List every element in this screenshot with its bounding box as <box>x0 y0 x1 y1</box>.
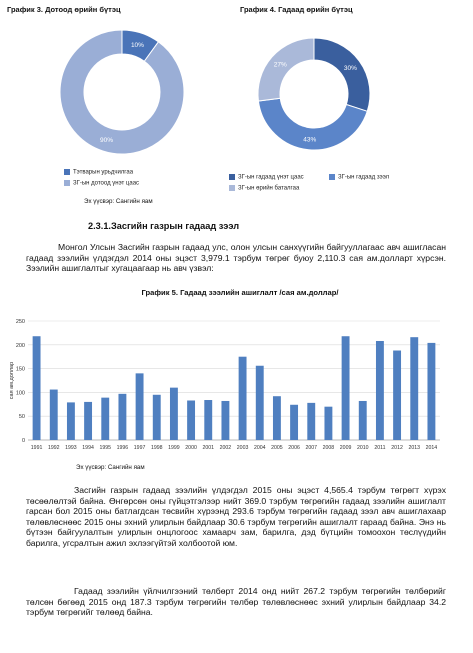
donut-slice <box>258 38 314 101</box>
x-tick-label: 1993 <box>65 445 77 451</box>
x-tick-label: 1997 <box>133 445 146 451</box>
y-tick-label: 100 <box>15 390 25 397</box>
bar <box>187 400 195 440</box>
x-tick-label: 2000 <box>185 445 197 451</box>
paragraph-1: Монгол Улсын Засгийн газрын гадаад улс, олон улсын санхүүгийн байгууллагаас авч ашигласан гадаад зээлийн үлдэгдэл 2014 оны эцэст 3,979.1 тэрбум төгрөг буюу 2,110.3 сая ам.долларт хүрсэн. Зээлийн ашиглалтыг хугацаагаар нь авч үзвэл: <box>26 242 446 274</box>
bar <box>324 407 332 440</box>
bar <box>307 403 315 440</box>
x-tick-label: 1999 <box>168 445 180 451</box>
x-tick-label: 2003 <box>236 445 249 451</box>
bar <box>376 341 384 440</box>
donut-slice <box>314 38 370 111</box>
bar <box>67 402 75 440</box>
x-tick-label: 2001 <box>202 445 215 451</box>
bar <box>136 373 144 440</box>
x-tick-label: 2012 <box>391 445 403 451</box>
slice-label: 10% <box>130 41 144 49</box>
y-tick-label: 150 <box>15 366 25 373</box>
y-tick-label: 250 <box>15 319 25 325</box>
section-heading: 2.3.1.Засгийн газрын гадаад зээл <box>88 221 240 231</box>
bar <box>33 336 41 440</box>
legend-swatch <box>229 174 235 180</box>
x-tick-label: 2002 <box>219 445 232 451</box>
x-tick-label: 2010 <box>356 445 369 451</box>
source-note-2: Эх үүсвэр: Сангийн яам <box>76 464 145 471</box>
bar <box>359 401 367 440</box>
source-note-1: Эх үүсвэр: Сангийн яам <box>84 198 153 205</box>
y-tick-label: 200 <box>15 342 25 349</box>
x-tick-label: 1991 <box>30 445 43 451</box>
x-tick-label: 2005 <box>271 445 283 451</box>
slice-label: 90% <box>100 137 114 145</box>
x-tick-label: 2008 <box>322 445 335 451</box>
x-tick-label: 1994 <box>82 445 94 451</box>
chart4-donut <box>252 32 376 156</box>
bar <box>118 394 126 440</box>
bar <box>221 401 229 440</box>
bar <box>393 351 401 440</box>
slice-label: 30% <box>343 65 357 73</box>
bar <box>273 396 281 440</box>
legend-swatch <box>329 174 335 180</box>
x-tick-label: 1996 <box>116 445 129 451</box>
paragraph-3: Гадаад зээлийн үйлчилгээний төлбөрт 2014 онд нийт 267.2 тэрбум төгрөгийн төлбөрийг төлсөн бөгөөд 2015 онд 187.3 тэрбум төгрөгийн төлбөр төлөвлөснөөс эхний улирлын байдлаар 34.2 тэрбум төгрөгийг төлөөд байна. <box>26 586 446 618</box>
chart5-title: График 5. Гадаад зээлийн ашиглалт /сая ам.доллар/ <box>141 288 339 297</box>
y-axis-label: сая ам.доллар <box>9 361 15 400</box>
paragraph-2: Засгийн газрын гадаад зээлийн үлдэгдэл 2015 оны эцэст 4,565.4 тэрбум төгрөгт хүрэх төсөөлөлтэй байна. Өнгөрсөн оны гүйцэтгэлээр нийт 369.0 тэрбум төгрөгийн гадаад зээлийн ашиглалт гарсан бол 2015 оны батлагдсан төсвийн хүрээнд 293.6 тэрбум төгрөгийн гадаад зээл авч ашиглахаар төлөвлөснөөс 2015 оны эхний улирлын байдлаар 30.6 тэрбум төгрөгийн ашиглалт гараад байна. Энэ нь бүтээн байгуулалтын улирлын онцлогоос хамаарч зам, барилга, дэд бүтцийн томоохон төслүүдийн барилга, угсралтын ажил эхлээгүйтэй холбоотой юм. <box>26 485 446 548</box>
bar <box>410 337 418 440</box>
bar <box>50 390 58 440</box>
x-tick-label: 2011 <box>374 445 386 451</box>
slice-label: 27% <box>273 61 287 69</box>
bar <box>153 395 161 440</box>
chart3-legend-item-2: ЗГ-ын дотоод үнэт цаас <box>64 180 139 187</box>
chart4-title: График 4. Гадаад өрийн бүтэц <box>240 5 353 14</box>
y-tick-label: 0 <box>21 438 25 444</box>
donut-slice <box>60 30 184 154</box>
chart3-legend-item-1: Тэтварын урьдчилгаа <box>64 169 133 176</box>
legend-swatch <box>229 185 235 191</box>
x-tick-label: 2006 <box>288 445 300 451</box>
x-tick-label: 1998 <box>150 445 163 451</box>
legend-swatch <box>64 180 70 186</box>
chart4-legend-item-1: ЗГ-ын гадаад үнэт цаас <box>229 174 304 181</box>
bar <box>427 343 435 440</box>
bar <box>290 405 298 440</box>
x-tick-label: 2007 <box>305 445 318 451</box>
bar <box>342 336 350 440</box>
legend-swatch <box>64 169 70 175</box>
bar <box>239 357 247 440</box>
chart5-bar-chart <box>6 313 446 453</box>
bar <box>170 388 178 440</box>
x-tick-label: 2004 <box>253 445 266 451</box>
chart4-legend-item-2: ЗГ-ын гадаад зээл <box>329 174 389 181</box>
slice-label: 43% <box>303 136 317 144</box>
chart4-legend-item-3: ЗГ-ын өрийн баталгаа <box>229 185 299 192</box>
bar <box>256 366 264 440</box>
x-tick-label: 1992 <box>47 445 60 451</box>
bar <box>204 400 212 440</box>
x-tick-label: 1995 <box>99 445 112 451</box>
x-tick-label: 2014 <box>425 445 438 451</box>
bar <box>84 402 92 440</box>
y-tick-label: 50 <box>18 414 25 421</box>
chart3-title: График 3. Дотоод өрийн бүтэц <box>7 5 121 14</box>
x-tick-label: 2013 <box>408 445 421 451</box>
chart3-donut <box>52 22 192 162</box>
bar <box>101 398 109 440</box>
x-tick-label: 2009 <box>339 445 352 451</box>
